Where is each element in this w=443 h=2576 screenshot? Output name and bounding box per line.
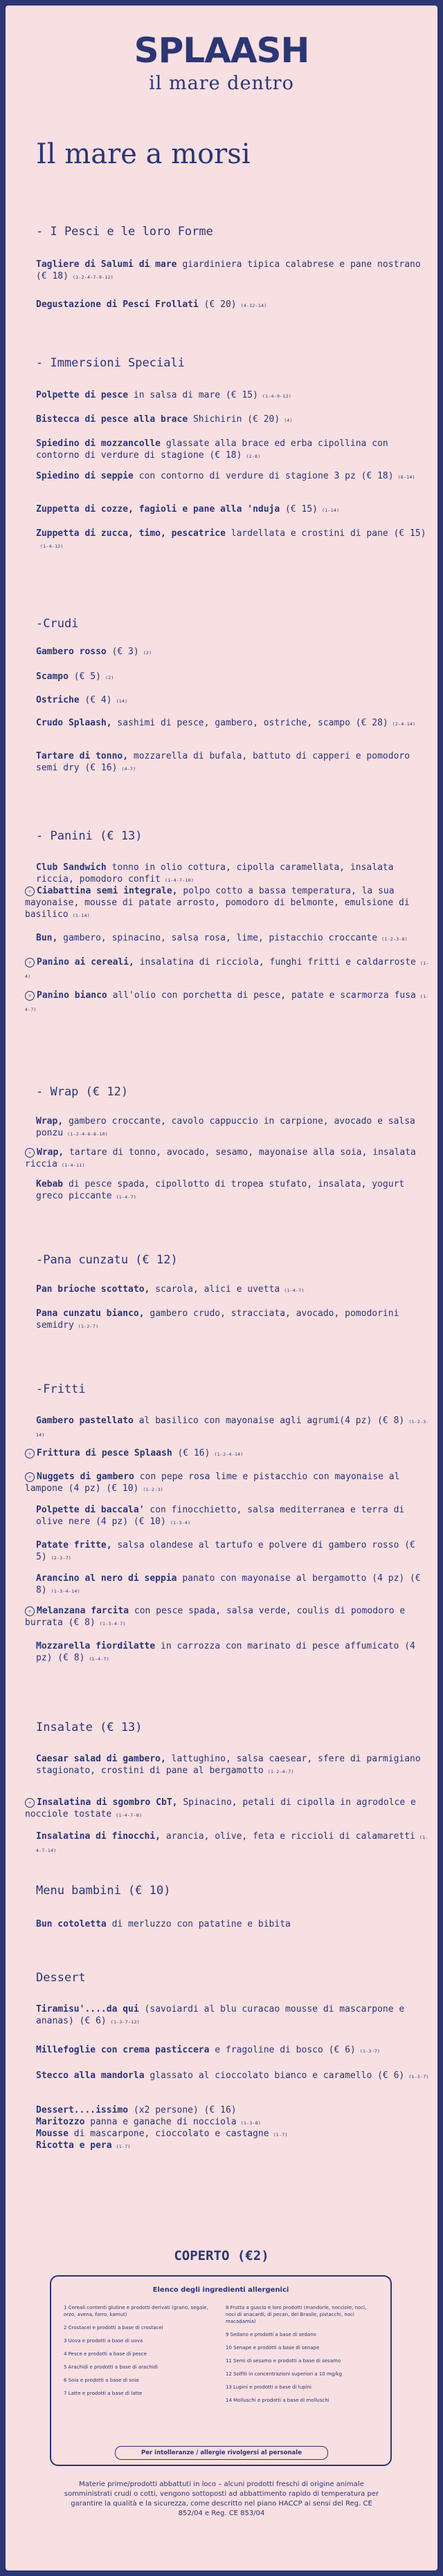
brand-logo: SPLAASH bbox=[134, 30, 309, 71]
menu-item-desc: glassate alla brace ed erba cipollina con contorno di verdure di stagione (€ 18) bbox=[36, 438, 388, 461]
allergen-entry: 5 Arachidi e prodotti a base di arachidi bbox=[64, 2364, 158, 2370]
menu-item-name: Arancino al nero di seppia bbox=[36, 1573, 177, 1584]
menu-item-desc: (savoiardi al blu curacao mousse di mascarpone e ananas) (€ 6) bbox=[36, 2004, 405, 2026]
allergen-codes: (1-3-4) bbox=[170, 1520, 191, 1526]
menu-item-name: Dessert....issimo bbox=[36, 2105, 129, 2115]
page-title: Il mare a morsi bbox=[36, 138, 251, 170]
menu-item bbox=[25, 1471, 429, 1496]
allergen-codes: (1-4-11) bbox=[61, 1162, 85, 1168]
menu-item bbox=[36, 2104, 429, 2116]
allergen-codes: (1-3-8) bbox=[240, 2120, 262, 2126]
section-pana: -Pana cunzatu (€ 12) bbox=[36, 1253, 178, 1267]
haccp-footer: Materie prime/prodotti abbattuti in loco – alcuni prodotti freschi di origine animale somministrati crudi o cotti, vengono sottoposti ad abbattimento rapido di temperatura per garantire la qualità e la sicurezza, come descritto nel piano HACCP ai sensi del Reg. CE 852/04 e Reg. CE 853/04 bbox=[64, 2481, 379, 2517]
menu-item-name: Ostriche bbox=[36, 695, 80, 705]
menu-item bbox=[25, 1147, 429, 1171]
section-menu-bambini: Menu bambini (€ 10) bbox=[36, 1884, 171, 1898]
menu-item-name: Insalatina di finocchi, bbox=[36, 1831, 161, 1842]
allergen-codes: (1-4-12) bbox=[40, 544, 64, 549]
menu-item bbox=[36, 1415, 429, 1441]
menu-item-desc: di pesce spada, cipollotto di tropea stufato, insalata, yogurt greco piccante bbox=[36, 1179, 405, 1201]
menu-item bbox=[36, 1573, 429, 1597]
menu-item-name: Mousse bbox=[36, 2129, 69, 2139]
menu-item bbox=[36, 1753, 429, 1778]
allergen-codes: (1-3-7-12) bbox=[110, 2019, 140, 2025]
section-wrap: - Wrap (€ 12) bbox=[36, 1085, 129, 1099]
menu-item-name: Nuggets di gambero bbox=[37, 1472, 134, 1482]
allergen-codes: (2) bbox=[143, 650, 152, 656]
allergen-codes: (1-2-4-14) bbox=[214, 1452, 244, 1457]
menu-item-desc: insalatina di ricciola, funghi fritti e caldarroste bbox=[139, 957, 416, 967]
menu-item-desc: panna e ganache di nocciola bbox=[90, 2117, 237, 2127]
menu-item bbox=[36, 2070, 429, 2083]
section-insalate: Insalate (€ 13) bbox=[36, 1721, 143, 1734]
menu-item-desc: Shichirin (€ 20) bbox=[192, 414, 280, 425]
allergen-codes: (1-14) bbox=[72, 913, 90, 918]
signature-dish-icon: ✧ bbox=[25, 958, 35, 967]
allergen-codes: (4-12-14) bbox=[240, 303, 267, 308]
allergen-codes: (4) bbox=[284, 418, 293, 423]
menu-item-name: Melanzana farcita bbox=[37, 1606, 129, 1616]
allergen-codes: (1-4-7) bbox=[25, 994, 429, 1012]
menu-item-desc: lattughino, salsa caesear, sfere di parmigiano stagionato, crostini di pane al bergamotto bbox=[36, 1754, 421, 1776]
menu-item-desc: sashimi di pesce, gambero, ostriche, scampo (€ 28) bbox=[117, 718, 388, 728]
menu-item-desc: (x2 persone) (€ 16) bbox=[133, 2105, 237, 2115]
menu-item-desc: arancia, olive, feta e riccioli di calamaretti bbox=[165, 1831, 415, 1842]
allergen-list-left bbox=[64, 2304, 213, 2403]
menu-item-name: Tartare di tonno, bbox=[36, 751, 129, 761]
allergen-codes: (1-2-7) bbox=[78, 1324, 99, 1329]
menu-page bbox=[6, 6, 437, 2570]
menu-item-desc: Spinacino, petali di cipolla in agrodolce e nocciole tostate bbox=[25, 1797, 416, 1819]
menu-item-desc: di mascarpone, cioccolato e castagne bbox=[73, 2129, 269, 2139]
section-immersioni: - Immersioni Speciali bbox=[36, 356, 185, 370]
menu-item-desc: in carrozza con marinato di pesce affumicato (4 pz) (€ 8) bbox=[36, 1641, 415, 1663]
allergen-entry: 4 Pesce e prodotti a base di pesce bbox=[64, 2351, 147, 2357]
allergen-codes: (14) bbox=[116, 698, 128, 704]
signature-dish-icon: ✧ bbox=[25, 887, 35, 896]
menu-item-name: Panino ai cereali, bbox=[37, 957, 134, 967]
menu-item-name: Zuppetta di cozze, fagioli e pane alla 'nduja bbox=[36, 504, 280, 515]
allergen-codes: (1-3-7) bbox=[359, 2048, 381, 2054]
menu-item-name: Bistecca di pesce alla brace bbox=[36, 414, 188, 425]
menu-item bbox=[36, 389, 429, 402]
menu-item bbox=[36, 1539, 429, 1564]
menu-item-name: Polpette di pesce bbox=[36, 390, 129, 400]
allergen-entry: 6 Soia e prodotti a base di soia bbox=[64, 2378, 139, 2383]
menu-item-desc: all'olio con porchetta di pesce, patate e scarmorza fusa bbox=[112, 990, 416, 1001]
menu-item-name: Tagliere di Salumi di mare bbox=[36, 259, 177, 270]
menu-item bbox=[36, 2140, 429, 2153]
allergen-entry: 8 Frutta a guscio e loro prodotti (mandorle, nocciole, noci, noci di anacardi, di pecan, del Brasile, pistacchi, noci macadamia) bbox=[226, 2305, 367, 2324]
signature-dish-icon: ✧ bbox=[25, 1449, 35, 1458]
menu-item-desc: (€ 15) bbox=[285, 504, 318, 515]
allergen-codes: (2-8) bbox=[246, 454, 261, 459]
menu-item bbox=[36, 2003, 429, 2028]
menu-item-name: Patate fritte, bbox=[36, 1540, 112, 1550]
menu-item-name: Gambero rosso bbox=[36, 647, 107, 657]
menu-item bbox=[25, 1797, 429, 1822]
menu-item-name: Crudo Splaash, bbox=[36, 718, 112, 728]
signature-dish-icon: ✧ bbox=[25, 1798, 35, 1808]
menu-item-name: Gambero pastellato bbox=[36, 1416, 134, 1426]
allergen-entry: 13 Lupini e prodotti a base di lupini bbox=[226, 2384, 311, 2390]
allergy-note: Per intolleranze / allergie rivolgersi al personale bbox=[115, 2446, 328, 2460]
menu-item bbox=[36, 1640, 429, 1665]
menu-item bbox=[36, 1831, 429, 1857]
menu-item-desc: tonno in olio cottura, cipolla caramellata, insalata riccia, pomodoro confit bbox=[36, 862, 394, 884]
menu-item bbox=[36, 1308, 429, 1333]
menu-item-desc: polpo cotto a bassa temperatura, la sua mayonaise, mousse di patate arrosto, pomodoro di belmonte, emulsione di basilico bbox=[25, 886, 410, 920]
allergen-codes: (2-4-14) bbox=[392, 721, 416, 727]
allergen-entry: 10 Senape e prodotti a base di senape bbox=[226, 2345, 320, 2351]
brand-tagline: il mare dentro bbox=[149, 73, 294, 94]
allergen-codes: (1-14) bbox=[322, 508, 340, 513]
allergen-codes: (1-3-4-7) bbox=[99, 1621, 126, 1627]
menu-item-desc: salsa olandese al tartufo e polvere di gambero rosso (€ 5) bbox=[36, 1540, 415, 1562]
menu-item bbox=[25, 885, 429, 922]
menu-item bbox=[25, 956, 429, 983]
menu-item-name: Scampo bbox=[36, 671, 69, 682]
coperto-label: COPERTO (€2) bbox=[174, 2248, 269, 2263]
menu-item bbox=[36, 671, 429, 684]
allergen-codes: (1-2-3-8) bbox=[381, 936, 408, 942]
allergen-entry: 14 Molluschi e prodotti a base di molluschi bbox=[226, 2398, 329, 2403]
menu-item-name: Insalatina di sgombro CbT, bbox=[37, 1797, 178, 1808]
signature-dish-icon: ✧ bbox=[25, 1472, 35, 1482]
allergen-codes: (1-4-7) bbox=[284, 1288, 305, 1293]
menu-item-desc: (€ 4) bbox=[84, 695, 112, 705]
menu-item-name: Frittura di pesce Splaash bbox=[37, 1448, 172, 1458]
menu-item-name: Degustazione di Pesci Frollati bbox=[36, 299, 199, 310]
menu-item-name: Ciabattina semi integrale, bbox=[37, 886, 178, 896]
section-dessert: Dessert bbox=[36, 1971, 86, 1985]
menu-item-desc: di merluzzo con patatine e bibita bbox=[111, 1919, 291, 1929]
menu-item-desc: con finocchietto, salsa mediterranea e terra di olive nere (4 pz) (€ 10) bbox=[36, 1505, 405, 1527]
menu-item-name: Kebab bbox=[36, 1179, 64, 1189]
menu-item bbox=[36, 694, 429, 707]
allergen-codes: (1-3-7) bbox=[408, 2074, 429, 2079]
menu-item-name: Polpette di baccala' bbox=[36, 1505, 145, 1515]
menu-item-desc: (€ 16) bbox=[177, 1448, 210, 1458]
menu-item-desc: con contorno di verdure di stagione 3 pz (€ 18) bbox=[138, 471, 394, 481]
menu-item bbox=[36, 646, 429, 659]
menu-item bbox=[25, 1605, 429, 1630]
allergen-codes: (2) bbox=[105, 675, 114, 680]
menu-item bbox=[36, 932, 429, 945]
menu-item-desc: gambero, spinacino, salsa rosa, lime, pistacchio croccante bbox=[63, 933, 378, 943]
allergen-codes: (1-4-9-12) bbox=[262, 393, 292, 399]
menu-item-name: Spiedino di seppie bbox=[36, 471, 134, 481]
menu-item-desc: in salsa di mare (€ 15) bbox=[133, 390, 258, 400]
menu-item bbox=[36, 438, 429, 463]
allergen-entry: 12 Solfiti in concentrazioni superiori a 10 mg/kg bbox=[226, 2371, 343, 2377]
allergen-entry: 9 Sedano e prodotti a base di sedano bbox=[226, 2332, 316, 2337]
menu-item bbox=[36, 2044, 429, 2057]
menu-item bbox=[36, 1284, 429, 1297]
menu-item-name: Pana cunzatu bianco, bbox=[36, 1308, 145, 1319]
menu-item-desc: al basilico con mayonaise agli agrumi(4 pz) (€ 8) bbox=[138, 1416, 405, 1426]
menu-item bbox=[36, 1178, 429, 1203]
menu-item-name: Pan brioche scottato, bbox=[36, 1284, 150, 1295]
menu-item-name: Stecco alla mandorla bbox=[36, 2070, 145, 2081]
menu-item-name: Spiedino di mozzancolle bbox=[36, 438, 161, 449]
allergen-codes: (1-2-4-6-8-10) bbox=[67, 1131, 109, 1137]
menu-item-desc: lardellata e crostini di pane (€ 15) bbox=[230, 528, 426, 539]
menu-item-name: Bun cotoletta bbox=[36, 1919, 107, 1929]
allergen-codes: (1-3-4-14) bbox=[51, 1588, 80, 1594]
menu-item-name: Millefoglie con crema pasticcera bbox=[36, 2045, 210, 2055]
menu-item-desc: scarola, alici e uvetta bbox=[155, 1284, 280, 1295]
allergen-codes: (1-7) bbox=[273, 2132, 288, 2138]
menu-item bbox=[36, 470, 429, 483]
menu-item bbox=[36, 1918, 429, 1930]
menu-item-name: Bun, bbox=[36, 933, 58, 943]
allergen-entry: 1 Cereali contenti glutine e prodotti derivati (grano, segale, orzo, avena, farro, kamut) bbox=[64, 2305, 208, 2317]
menu-item-desc: panato con mayonaise al bergamotto (4 pz) (€ 8) bbox=[36, 1573, 421, 1595]
allergen-codes: (1-2-3-14) bbox=[36, 1419, 429, 1438]
signature-dish-icon: ✧ bbox=[25, 1148, 35, 1158]
allergen-codes: (1-4-7-14) bbox=[36, 1835, 428, 1853]
allergen-codes: (1-4-7-8) bbox=[116, 1813, 143, 1818]
allergen-codes: (1-2-3) bbox=[143, 1487, 163, 1492]
menu-item-desc: con pepe rosa lime e pistacchio con mayonaise al lampone (4 pz) (€ 10) bbox=[25, 1472, 400, 1494]
menu-item-name: Wrap, bbox=[36, 1116, 64, 1127]
allergen-title: Elenco degli ingredienti allergenici bbox=[152, 2286, 289, 2294]
allergen-codes: (8-14) bbox=[397, 474, 415, 480]
allergen-codes: (1-4-7) bbox=[89, 1656, 109, 1662]
menu-item-name: Zuppetta di zucca, timo, pescatrice bbox=[36, 528, 226, 539]
menu-item-desc: con pesce spada, salsa verde, coulis di pomodoro e burrata (€ 8) bbox=[25, 1606, 406, 1628]
section-crudi: -Crudi bbox=[36, 617, 79, 631]
menu-item bbox=[36, 1115, 429, 1140]
menu-item-name: Panino bianco bbox=[37, 990, 107, 1001]
allergen-codes: (1-2-4-7-9-12) bbox=[72, 275, 114, 280]
menu-item-desc: glassato al cioccolato bianco e caramello (€ 6) bbox=[150, 2070, 405, 2081]
allergen-box bbox=[50, 2275, 392, 2466]
menu-item-desc: gambero croccante, cavolo cappuccio in carpione, avocado e salsa ponzu bbox=[36, 1116, 415, 1138]
menu-item-desc: e fragoline di bosco (€ 6) bbox=[215, 2045, 356, 2055]
menu-item-name: Club Sandwich bbox=[36, 862, 107, 873]
menu-item-desc: (€ 3) bbox=[111, 647, 139, 657]
allergen-codes: (1-4) bbox=[25, 961, 429, 979]
menu-item-desc: tartare di tonno, avocado, sesamo, mayonaise alla soia, insalata riccia bbox=[25, 1147, 416, 1169]
menu-item-desc: (€ 5) bbox=[73, 671, 101, 682]
allergen-codes: (1-4-7) bbox=[116, 1194, 137, 1200]
menu-item bbox=[25, 990, 429, 1016]
menu-item-name: Wrap, bbox=[37, 1147, 64, 1158]
section-fritti: -Fritti bbox=[36, 1382, 86, 1396]
menu-item bbox=[25, 1447, 429, 1461]
menu-item-name: Ricotta e pera bbox=[36, 2140, 112, 2151]
allergen-codes: (1-2-4-7) bbox=[267, 1769, 294, 1775]
menu-item-desc: gambero crudo, stracciata, avocado, pomodorini semidry bbox=[36, 1308, 399, 1331]
menu-item-desc: giardiniera tipica calabrese e pane nostrano (€ 18) bbox=[36, 259, 421, 281]
allergen-codes: (1-4-7-10) bbox=[165, 878, 195, 883]
signature-dish-icon: ✧ bbox=[25, 1606, 35, 1616]
section-pesci: - I Pesci e le loro Forme bbox=[36, 225, 213, 239]
allergen-codes: (4-7) bbox=[121, 766, 136, 772]
section-panini: - Panini (€ 13) bbox=[36, 829, 143, 843]
allergen-entry: 11 Semi di sesamo e prodotti a base di sesamo bbox=[226, 2358, 341, 2364]
menu-item bbox=[36, 259, 429, 284]
menu-item bbox=[36, 862, 429, 887]
allergen-codes: (1-7) bbox=[116, 2144, 131, 2149]
allergen-entry: 3 Uova e prodotti a base di uova bbox=[64, 2338, 143, 2344]
menu-item-desc: (€ 20) bbox=[204, 299, 237, 310]
menu-item bbox=[36, 503, 429, 517]
signature-dish-icon: ✧ bbox=[25, 991, 35, 1001]
menu-item-desc: mozzarella di bufala, battuto di capperi e pomodoro semi dry (€ 16) bbox=[36, 751, 410, 773]
menu-item bbox=[36, 528, 429, 553]
menu-item bbox=[36, 717, 429, 730]
menu-item-name: Mozzarella fiordilatte bbox=[36, 1641, 156, 1651]
menu-item-name: Tiramisu'....da qui bbox=[36, 2004, 139, 2014]
allergen-codes: (2-3-7) bbox=[51, 1555, 72, 1561]
menu-item bbox=[36, 1504, 429, 1529]
menu-item-name: Maritozzo bbox=[36, 2117, 85, 2127]
menu-item-name: Caesar salad di gambero, bbox=[36, 1754, 166, 1764]
menu-item bbox=[36, 750, 429, 775]
allergen-list-right bbox=[226, 2304, 374, 2410]
menu-item bbox=[36, 414, 429, 427]
allergen-entry: 7 Latte e prodotti a base di latte bbox=[64, 2391, 143, 2396]
menu-item bbox=[36, 299, 429, 312]
allergen-entry: 2 Crostacei e prodotti a base di crostacei bbox=[64, 2325, 163, 2331]
